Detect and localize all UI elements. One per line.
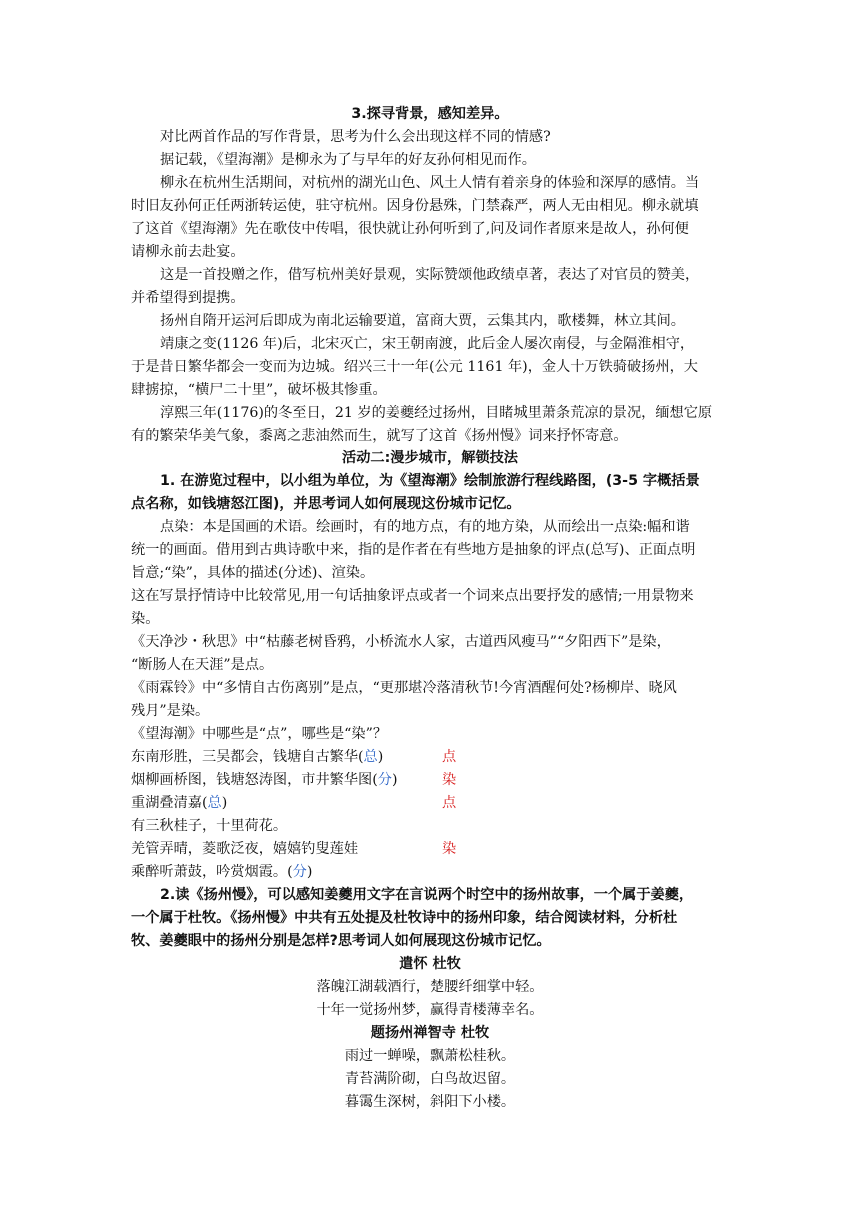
- paragraph-line: 残月”是染。: [131, 703, 210, 719]
- analysis-mark: 总: [363, 749, 378, 765]
- task1-line: 点名称，如钱塘怒江图)，并思考词人如何展现这份城市记忆。: [131, 496, 521, 512]
- paragraph: 扬州自隋开运河后即成为南北运输要道，富商大贾，云集其内，歌楼舞，林立其间。: [160, 313, 685, 329]
- analysis-line: [131, 747, 383, 767]
- analysis-text: 乘醉听萧鼓，吟赏烟霞。(: [131, 864, 293, 880]
- analysis-line: [131, 862, 312, 882]
- analysis-text: ): [391, 772, 398, 788]
- analysis-mark: 分: [292, 864, 307, 880]
- paragraph-line: 这是一首投赠之作，借写杭州美好景观，实际赞颂他政绩卓著，表达了对官员的赞美，: [160, 267, 700, 283]
- analysis-text: 重湖叠清嘉(: [131, 795, 208, 811]
- poem-line: 十年一觉扬州梦，赢得青楼薄幸名。: [316, 1002, 544, 1018]
- poem-line: 雨过一蝉噪，飘萧松桂秋。: [344, 1048, 516, 1064]
- poem-title: 题扬州禅智寺 杜牧: [370, 1025, 490, 1041]
- analysis-tag: 染: [442, 772, 457, 788]
- analysis-mark: 总: [207, 795, 222, 811]
- analysis-line: [131, 816, 287, 836]
- paragraph: 对比两首作品的写作背景，思考为什么会出现这样不同的情感?: [160, 129, 551, 145]
- analysis-mark: 分: [377, 772, 392, 788]
- analysis-text: ): [306, 864, 313, 880]
- task2-line: 牧、姜夔眼中的扬州分别是怎样?思考词人如何展现这份城市记忆。: [131, 933, 551, 949]
- paragraph-line: 统一的画面。借用到古典诗歌中来，指的是作者在有些地方是抽象的评点(总写)、正面点明: [131, 542, 696, 558]
- analysis-text: 烟柳画桥图，钱塘怒涛图，市井繁华图(: [131, 772, 378, 788]
- paragraph-line: 请柳永前去赴宴。: [131, 244, 245, 260]
- paragraph-line: 于是昔日繁华都会一变而为边城。绍兴三十一年(公元 1161 年)，金人十万铁骑破扬州，大: [131, 359, 698, 375]
- poem-title: 遣怀 杜牧: [399, 956, 461, 972]
- task1-line: 1. 在游览过程中，以小组为单位，为《望海潮》绘制旅游行程线路图，(3-5 字概括景: [160, 473, 700, 489]
- paragraph-line: 了这首《望海潮》先在歌伎中传唱，很快就让孙何听到了,问及词作者原来是故人，孙何便: [131, 221, 689, 237]
- paragraph-line: 肆掳掠，“横尸二十里”，破坏极其惨重。: [131, 382, 387, 398]
- poem-line: 落魄江湖载酒行，楚腰纤细掌中轻。: [316, 979, 544, 995]
- analysis-text: ): [377, 749, 384, 765]
- analysis-line: [131, 793, 227, 813]
- analysis-text: 东南形胜，三吴都会，钱塘自古繁华(: [131, 749, 364, 765]
- paragraph-line: 《雨霖铃》中“多情自古伤离别”是点，“更那堪冷落清秋节!今宵酒醒何处?杨柳岸、晓风: [131, 680, 677, 696]
- question-line: 《望海潮》中哪些是“点”，哪些是“染”？: [131, 726, 388, 742]
- paragraph-line: 淳熙三年(1176)的冬至日，21 岁的姜夔经过扬州，目睹城里萧条荒凉的景况，缅想它原: [160, 405, 713, 421]
- paragraph-line: “断肠人在天涯”是点。: [131, 657, 274, 673]
- activity2-heading: 活动二:漫步城市，解锁技法: [342, 450, 518, 466]
- task2-line: 一个属于杜牧。《扬州慢》中共有五处提及杜牧诗中的扬州印象，结合阅读材料，分析杜: [131, 910, 678, 926]
- analysis-line: [131, 839, 358, 859]
- paragraph-line: 《天净沙・秋思》中“枯藤老树昏鸦，小桥流水人家，古道西风瘦马”“夕阳西下”是染，: [131, 634, 671, 650]
- paragraph: 据记载，《望海潮》是柳永为了与早年的好友孙何相见而作。: [160, 152, 536, 168]
- paragraph-line: 旨意;“染”，具体的描述(分述)、渲染。: [131, 565, 375, 581]
- section3-heading: 3.探寻背景，感知差异。: [351, 106, 509, 122]
- paragraph-line: 并希望得到提携。: [131, 290, 245, 306]
- analysis-text: 羌管弄晴，菱歌泛夜，嬉嬉钓叟莲娃: [131, 841, 359, 857]
- poem-line: 青苔满阶砌，白鸟故迟留。: [344, 1071, 516, 1087]
- paragraph-line: 这在写景抒情诗中比较常见,用一句话抽象评点或者一个词来点出要抒发的感情;一用景物来: [131, 588, 694, 604]
- paragraph-line: 染。: [131, 611, 160, 627]
- task2-line: 2.读《扬州慢》，可以感知姜夔用文字在言说两个时空中的扬州故事，一个属于姜夔，: [160, 887, 694, 903]
- analysis-tag: 点: [442, 795, 457, 811]
- paragraph-line: 柳永在杭州生活期间，对杭州的湖光山色、风土人情有着亲身的体验和深厚的感情。当: [160, 175, 700, 191]
- analysis-tag: 点: [442, 749, 457, 765]
- analysis-line: [131, 770, 397, 790]
- analysis-text: 有三秋桂子，十里荷花。: [131, 818, 288, 834]
- poem-line: 暮霭生深树，斜阳下小楼。: [344, 1094, 516, 1110]
- paragraph-line: 靖康之变(1126 年)后，北宋灭亡，宋王朝南渡，此后金人屡次南侵，与金隔淮相守，: [160, 336, 695, 352]
- analysis-text: ): [221, 795, 228, 811]
- paragraph-line: 有的繁荣华美气象，黍离之悲油然而生，就写了这首《扬州慢》词来抒怀寄意。: [131, 428, 628, 444]
- paragraph-line: 点染：本是国画的术语。绘画时，有的地方点，有的地方染，从而绘出一点染:幅和谐: [160, 519, 690, 535]
- paragraph-line: 时旧友孙何正任两浙转运使，驻守杭州。因身份悬殊，门禁森严，两人无由相见。柳永就填: [131, 198, 699, 214]
- analysis-tag: 染: [442, 841, 457, 857]
